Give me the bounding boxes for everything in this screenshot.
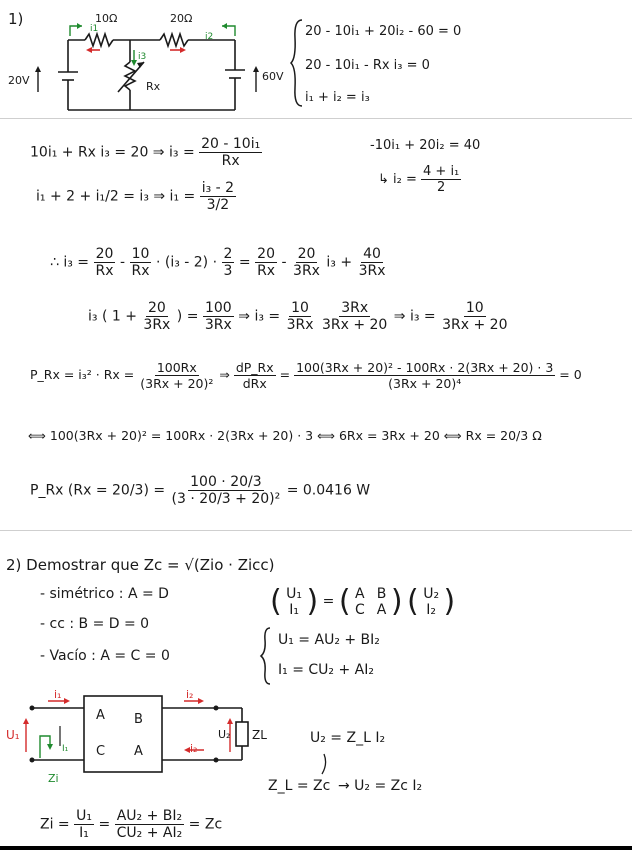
line3-f1-den: Rx xyxy=(95,263,114,279)
box-d: A xyxy=(134,744,143,759)
line7-fraction xyxy=(170,474,283,507)
line5-lhs: P_Rx = i₃² · Rx = xyxy=(30,367,135,382)
separator-line-2 xyxy=(0,530,632,531)
line4-frac3 xyxy=(285,300,316,333)
side-i2 xyxy=(378,164,461,195)
zi-label: Zi xyxy=(48,772,59,785)
line5-op2: = xyxy=(279,367,295,382)
matrix-i2: I₂ xyxy=(426,601,436,618)
final-end: = Zc xyxy=(188,816,223,833)
port-u1-label: U₁ xyxy=(6,728,20,742)
line3-frac3 xyxy=(222,246,235,279)
derivation-line7 xyxy=(30,474,370,507)
u2-zc-relation: → U₂ = Zc I₂ xyxy=(338,778,423,794)
line3-op4: - xyxy=(281,254,292,271)
implication-arrow xyxy=(318,752,330,778)
in1-label: I₁ xyxy=(62,744,69,754)
line3-f3-num: 2 xyxy=(223,246,233,262)
equation-u1: U₁ = AU₂ + BI₂ xyxy=(278,632,380,648)
derivation-line2 xyxy=(36,180,236,213)
matrix-i1: I₁ xyxy=(289,601,299,618)
line3-frac5 xyxy=(291,246,322,279)
line3-f3-den: 3 xyxy=(223,263,233,279)
line3-f2-den: Rx xyxy=(131,263,150,279)
i3-label: i3 xyxy=(138,52,147,62)
problem2-title: 2) Demostrar que Zc = √(Zio · Zicc) xyxy=(6,556,275,574)
line5-f3-den: (3Rx + 20)⁴ xyxy=(388,376,462,391)
abcd-matrix xyxy=(355,586,386,618)
line3-f5-den: 3Rx xyxy=(293,263,320,279)
matrix-rhs xyxy=(423,586,439,618)
line4-op2: ⇒ i₃ = xyxy=(393,308,436,325)
matrix-equation: ( U₁ I₁ ) = ( A B C A ) ( U₂ I₂ ) xyxy=(270,584,456,619)
line4-pre: i₃ ( 1 + xyxy=(88,308,137,325)
zl-equals-zc: Z_L = Zc xyxy=(268,778,331,794)
final-lhs: Zi = xyxy=(40,816,70,833)
separator-line xyxy=(0,118,632,119)
condition-open-circuit: - Vacío : A = C = 0 xyxy=(40,648,170,664)
line4-frac1 xyxy=(141,300,172,333)
line4-f3-den: 3Rx xyxy=(286,317,314,333)
line3-frac4 xyxy=(255,246,277,279)
final-frac1 xyxy=(74,808,94,841)
side-i2-lhs: ↳ i₂ = xyxy=(378,172,417,187)
line5-frac1 xyxy=(138,360,215,391)
system-brace xyxy=(290,18,304,108)
line1-numerator: 20 - 10i₁ xyxy=(201,136,261,152)
condition-symmetric: - simétrico : A = D xyxy=(40,586,169,602)
final-f1-den: I₁ xyxy=(79,825,89,841)
rx-label: Rx xyxy=(146,80,161,93)
line7-denominator: (3 · 20/3 + 20)² xyxy=(171,491,281,507)
line5-f3-num: 100(3Rx + 20)² - 100Rx · 2(3Rx + 20) · 3 xyxy=(296,360,554,375)
final-equation xyxy=(40,808,222,841)
derivation-line4 xyxy=(88,300,510,333)
equation-i1: I₁ = CU₂ + AI₂ xyxy=(278,662,374,678)
system-eq2: 20 - 10i₁ - Rx i₃ = 0 xyxy=(305,58,430,73)
line4-f3-num: 10 xyxy=(291,300,309,316)
line5-f1-den: (3Rx + 20)² xyxy=(140,376,214,391)
final-frac2 xyxy=(115,808,185,841)
line4-frac2 xyxy=(203,300,234,333)
two-port-diagram xyxy=(4,686,254,796)
port-i1-label: i₁ xyxy=(54,688,62,701)
matrix-b: B xyxy=(376,585,387,602)
final-op1: = xyxy=(98,816,115,833)
side-eq: -10i₁ + 20i₂ = 40 xyxy=(370,138,481,153)
derivation-line1 xyxy=(30,136,262,169)
side-i2-fraction xyxy=(421,164,461,195)
line3-f4-num: 20 xyxy=(257,246,275,262)
line3-f5-num: 20 xyxy=(297,246,316,262)
line4-frac5 xyxy=(440,300,509,333)
port-u2-label: U₂ xyxy=(218,728,231,741)
line3-op5: i₃ + xyxy=(326,254,357,271)
i1-label: i1 xyxy=(90,24,99,34)
bottom-edge xyxy=(0,846,632,850)
line3-frac2 xyxy=(129,246,151,279)
line2-numerator: i₃ - 2 xyxy=(201,180,235,196)
line3-f6-den: 3Rx xyxy=(358,263,386,279)
line5-frac3 xyxy=(294,360,555,391)
box-b: B xyxy=(134,712,143,727)
circuit-diagram xyxy=(30,10,290,130)
line4-f2-num: 100 xyxy=(204,300,232,316)
line4-frac4 xyxy=(320,300,389,333)
u2-relation: U₂ = Z_L I₂ xyxy=(310,730,386,746)
line3-frac1 xyxy=(94,246,116,279)
line7-result: = 0.0416 W xyxy=(286,482,371,499)
line3-op2: · (i₃ - 2) · xyxy=(155,254,222,271)
matrix-c: C xyxy=(355,601,365,618)
line1-lhs: 10i₁ + Rx i₃ = 20 ⇒ i₃ = xyxy=(30,144,195,161)
line7-numerator: 100 · 20/3 xyxy=(190,474,262,490)
i2-label: i2 xyxy=(205,32,214,42)
v-right-label: 60V xyxy=(262,70,284,83)
line3-f4-den: Rx xyxy=(257,263,276,279)
equation-brace xyxy=(260,626,272,686)
problem-number: 1) xyxy=(8,10,24,28)
derivation-line3 xyxy=(50,246,387,279)
line4-f5-den: 3Rx + 20 xyxy=(442,317,508,333)
line3-f2-num: 10 xyxy=(131,246,150,262)
final-f1-num: U₁ xyxy=(76,808,92,824)
matrix-u2: U₂ xyxy=(423,585,440,602)
box-a: A xyxy=(96,708,105,723)
line5-f1-num: 100Rx xyxy=(156,360,197,375)
line2-lhs: i₁ + 2 + i₁/2 = i₃ ⇒ i₁ = xyxy=(36,188,196,205)
line2-fraction xyxy=(200,180,236,213)
side-i2-numerator: 4 + i₁ xyxy=(423,164,460,179)
derivation-line5 xyxy=(30,360,582,391)
line5-f2-den: dRx xyxy=(242,376,267,391)
line3-op1: - xyxy=(119,254,130,271)
derivation-line6: ⟺ 100(3Rx + 20)² = 100Rx · 2(3Rx + 20) · 3 ⟺ 6Rx = 3Rx + 20 ⟺ Rx = 20/3 Ω xyxy=(28,428,542,443)
line4-close: ) = xyxy=(176,308,199,325)
line5-end: = 0 xyxy=(559,367,582,382)
line4-f4-num: 3Rx xyxy=(341,300,369,316)
matrix-u1: U₁ xyxy=(286,585,303,602)
line5-frac2 xyxy=(234,360,276,391)
line5-op1: ⇒ xyxy=(219,367,234,382)
r2-label: 20Ω xyxy=(170,12,193,25)
matrix-lhs xyxy=(286,586,302,618)
condition-short-circuit: - cc : B = D = 0 xyxy=(40,616,150,632)
final-f2-num: AU₂ + BI₂ xyxy=(116,808,183,824)
line1-denominator: Rx xyxy=(221,153,240,169)
v-left-label: 20V xyxy=(8,74,30,87)
line4-f4-den: 3Rx + 20 xyxy=(321,317,388,333)
line4-f1-den: 3Rx xyxy=(143,317,171,333)
matrix-d: A xyxy=(376,601,387,618)
line4-f1-num: 20 xyxy=(147,300,166,316)
line7-lhs: P_Rx (Rx = 20/3) = xyxy=(30,482,166,499)
line4-f2-den: 3Rx xyxy=(204,317,232,333)
line3-f6-num: 40 xyxy=(363,246,381,262)
line4-f5-num: 10 xyxy=(465,300,484,316)
system-eq1: 20 - 10i₁ + 20i₂ - 60 = 0 xyxy=(305,24,462,39)
matrix-a: A xyxy=(355,585,365,602)
line4-op1: ⇒ i₃ = xyxy=(238,308,281,325)
line3-pre: ∴ i₃ = xyxy=(50,254,90,271)
line3-f1-num: 20 xyxy=(95,246,114,262)
line2-denominator: 3/2 xyxy=(206,197,230,213)
side-i2-denominator: 2 xyxy=(437,180,446,195)
line3-frac6 xyxy=(357,246,388,279)
box-c: C xyxy=(96,744,106,759)
system-eq3: i₁ + i₂ = i₃ xyxy=(305,90,370,105)
load-zl-label: ZL xyxy=(252,728,267,742)
port-i2-top-label: i₂ xyxy=(186,688,194,701)
final-f2-den: CU₂ + AI₂ xyxy=(116,825,183,841)
line5-f2-num: dP_Rx xyxy=(235,360,274,375)
r1-label: 10Ω xyxy=(95,12,118,25)
line3-op3: = xyxy=(238,254,256,271)
line1-fraction xyxy=(199,136,262,169)
port-i2-bottom-label: i₂ xyxy=(190,742,198,755)
